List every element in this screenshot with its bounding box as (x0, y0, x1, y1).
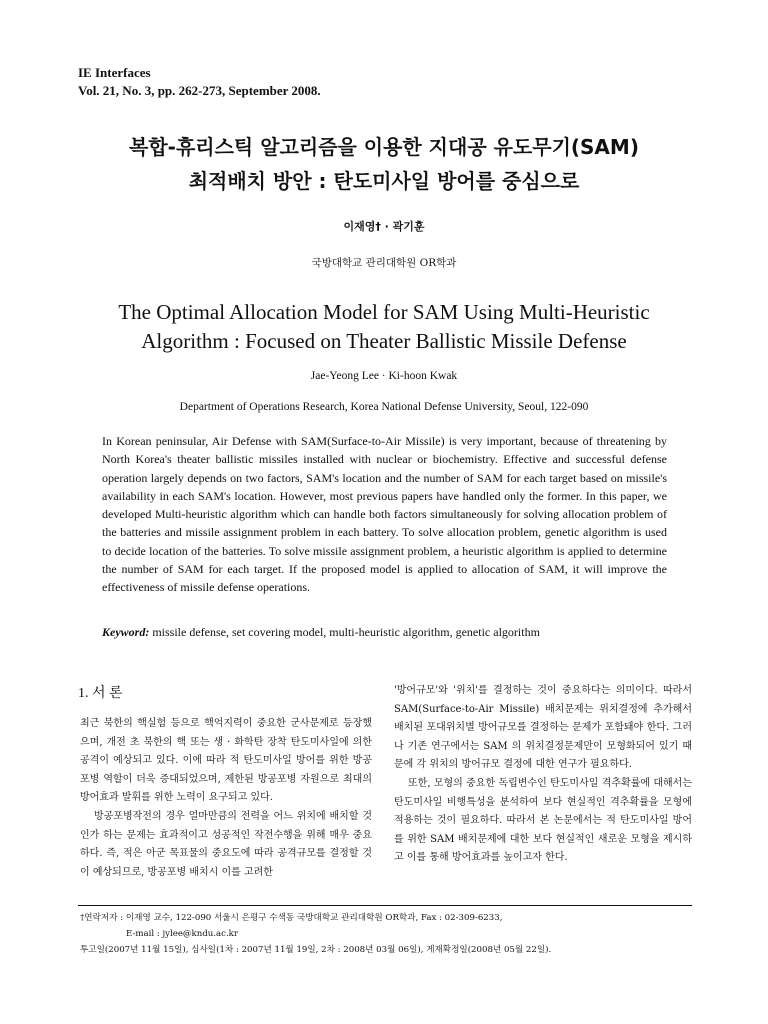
left-column (80, 715, 372, 882)
korean-authors: 이재영† · 곽기훈 (343, 220, 425, 233)
korean-title-line2: 최적배치 방안 : 탄도미사일 방어를 중심으로 (188, 169, 580, 193)
footnote (80, 910, 692, 958)
korean-title-line1: 복합-휴리스틱 알고리즘을 이용한 지대공 유도무기(SAM) (129, 135, 639, 159)
english-title-line1: The Optimal Allocation Model for SAM Using Multi-Heuristic (118, 300, 650, 324)
english-affiliation: Department of Operations Research, Korea National Defense University, Seoul, 122-090 (179, 401, 589, 413)
english-title-line2: Algorithm : Focused on Theater Ballistic Missile Defense (141, 329, 627, 353)
footnote-corresponding: †연락저자 : 이재영 교수, 122-090 서울시 은평구 수색동 국방대학교 관리대학원 OR학과, Fax : 02-309-6233, (80, 913, 503, 923)
footnote-email: E-mail : jylee@kndu.ac.kr (126, 929, 238, 939)
keywords-text: missile defense, set covering model, multi-heuristic algorithm, genetic algorithm (152, 625, 540, 639)
right-paragraph-2: 또한, 모형의 중요한 독립변수인 탄도미사일 격추확률에 대해서는 탄도미사일 비행특성을 분석하여 보다 현실적인 격추확률을 모형에 적용하는 것이 필요하다. 따라서 본 논문에서는 적 탄도미사일 방어를 위한 SAM 배치문제에 대한 보다 현실적인 새로운 모형을 제시하고 이를 통해 방어효과를 높이고자 한다. (394, 777, 692, 864)
korean-affiliation: 국방대학교 관리대학원 OR학과 (311, 257, 457, 269)
keywords-label: Keyword: (102, 625, 150, 639)
journal-citation: Vol. 21, No. 3, pp. 262-273, September 2008. (78, 83, 321, 98)
left-paragraph-2: 방공포병작전의 경우 얼마만큼의 전력을 어느 위치에 배치할 것인가 하는 문제는 효과적이고 성공적인 작전수행을 위해 매우 중요하다. 즉, 적은 아군 목표물의 중요도에 따라 공격규모를 결정할 것이 예상되므로, 방공포병 배치시 이를 고려한 (80, 810, 372, 878)
right-paragraph-1: '방어규모'와 '위치'를 결정하는 것이 중요하다는 의미이다. 따라서 SAM(Surface-to-Air Missile) 배치문제는 위치결정에 추가해서 배치된 포대위치별 방어규모를 결정하는 문제가 포함돼야 한다. 그러나 기존 연구에서는 SAM 의 위치결정문제만이 모형화되어 있기 때문에 각 위치의 방어규모 결정에 대한 연구가 필요하다. (394, 685, 692, 771)
keywords (102, 625, 672, 640)
english-title (60, 298, 708, 356)
korean-title (0, 130, 768, 198)
footnote-dates: 투고일(2007년 11월 15일), 심사일(1차 : 2007년 11월 19일, 2차 : 2008년 03월 06일), 게재확정일(2008년 05월 22일). (80, 945, 552, 955)
journal-header (78, 64, 321, 100)
right-column (394, 682, 692, 868)
journal-name: IE Interfaces (78, 65, 151, 80)
left-paragraph-1: 최근 북한의 핵실험 등으로 핵억지력이 중요한 군사문제로 등장했으며, 개전 초 북한의 핵 또는 생 · 화학탄 장착 탄도미사일에 의한 공격이 예상되고 있다. 이에 따라 적 탄도미사일 방어를 위한 방공포병 역할이 더욱 증대되었으며, 제한된 방공포병 자원으로 최대의 방어효과 발휘를 위한 노력이 요구되고 있다. (80, 718, 372, 804)
english-authors: Jae-Yeong Lee · Ki-hoon Kwak (310, 370, 458, 382)
section-title: 1. 서 론 (78, 686, 123, 701)
footnote-divider (78, 905, 692, 906)
abstract: In Korean peninsular, Air Defense with SAM(Surface-to-Air Missile) is very important, because of threatening by North Korea's theater ballistic missiles installed with nuclear or biochemistry. Effective and successful defense operation largely depends on two factors, SAM's location and the number of SAM for each target based on missile's availability in each SAM's location. However, most previous papers have handled only the former. In this paper, we developed Multi-heuristic algorithm which can handle both factors simultaneously for solving allocation problem of the batteries and missile assignment problem in each battery. To solve allocation problem, genetic algorithm is used to decide location of the batteries. To solve missile assignment problem, a heuristic algorithm is applied to determine the number of SAM for each target. If the proposed model is applied to allocation of SAM, it will improve the effectiveness of missile defense operations. (102, 434, 667, 595)
